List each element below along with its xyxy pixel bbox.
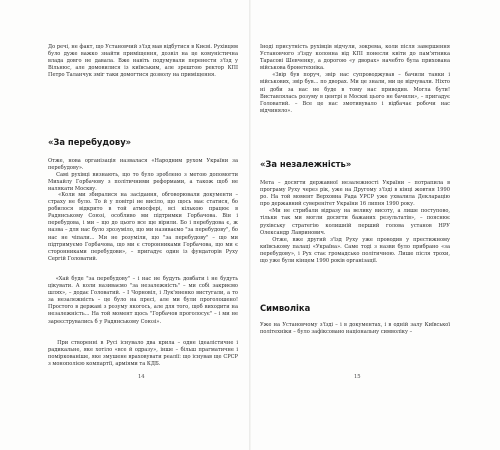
- heading-symvolika: Символіка: [260, 303, 311, 313]
- left-paragraph-3: При створенні в Русі існувало два крила – одне ідеалістичне і радикальне, яке хотіло «все й одразу», інше – більш прагматичне і поміркованіше, яке змушене враховувати реалії: що існував ще СРСР з монополією компартії, арміями та КДБ.: [48, 340, 240, 368]
- right-paragraph-2: Мета – досягти державної незалежності України – потрапила в програму Руху через рік, уже на Другому з'їзді в кінці жовтня 1990 ро. На той момент Верховна Рада УРСР уже ухвалила Декларацію про державний суверенітет України 16 липня 1990 року. «Ми не стрибали відразу на велику висоту, а лише поступово, тільки так ми могли досягти бажаних результатів», – пояснює рухівську стратегію колишній перший голова установ НРУ Олександр Лавринович. Отже, вже другий з'їзд Руху уже проводив у престижному київському палаці «Україна». Саме тоді з назви було прибрано «за перебудову», і Рух стає громадсько політичною. Лише після трохи, що уже були кінцем 1990 років організації.: [260, 180, 451, 265]
- right-paragraph-3: Уже на Установчому з'їзді – і в документах, і в одній залу Київської політехніки – було зафіксовано національну символіку –: [260, 322, 452, 336]
- left-paragraph-quote-2: «Хай буде "за перебудову" – і нас не будуть довбати і не будуть цікувати. А коли називаємо "за незалежність" – ми собі закриємо шлях», – додає Головатий. – І Чорновіл, і Лук'яненко вистугали, а то за незалежність – це було на пресі, але ми були проголошено! Простого в державі з розуму якогось, але для того, щоб виходити на незалежність... На той момент щось "Горбачов проголосує" – і ми не зареєструвались б у Радянському Союзі».: [48, 276, 240, 325]
- book-gutter: [249, 0, 251, 450]
- page-number-left: 14: [138, 374, 145, 380]
- left-page: [48, 0, 248, 450]
- heading-za-nezalezhnist: «За незалежність»: [260, 159, 352, 169]
- right-paragraph-1: Іноді присутність рухівців відчули, зокрема, коли після завершення Установчого з'їзду колонна від КПІ понесли квіти до пам'ятника Тарасові Шевченку, а дорогою «у дворах» начебто була прихована військова бронетехніка. «Звір був поруч, звір нас супроводжував – бачили танки і військових, звір був... по дворах. Ми це знали, ми це відчували. Ніхто ні доби за нас не буде в тому нас приводив. Могла бути! Виставлялась розуму в центрі в Москві цього не бачили», – пригадує Головатий. – Все це нас змотивувало і відбачає робочи нас відчиняло».: [260, 44, 451, 114]
- left-paragraph-1: До речі, не факт, що Установчий з'їзд мав відбутися в Києві. Рухівцям було дуже важко знайти приміщення, дозвіл на це комуністична влада довго не давала. Вже навіть подумували перенести з'їзд у Вільнюс, але домовилися із київським, але зрештою ректор КПІ Петро Таланчук зміг таки домогтися дозволу на приміщення.: [48, 44, 240, 79]
- heading-za-perebudovu: «За перебудову»: [48, 137, 132, 147]
- right-page: [260, 0, 460, 450]
- left-paragraph-quote-1: «Коли ми збиралися на засідання, обговорювали документи – страху не було. То й у повітрі не висіло, що щось має статися, бо робилося відкрито в той атмосфері, всі кількою працює в Радянському Союзі, особливо ми підтримки Горбачова. Він і перебудова, і ми – що до цього все ще вірили. Бо і перебудова є, ж назва – для нас було зрозуміло, що ми називаємо "за перебудову", бо нас не чіпали... Ми не розуміли, що "за перебудову" – що ми підтримуємо Горбачова, що ми є сторонниками Горбачова, що ми є сторонниками перебудови», – пригадує один із фундаторів Руху Сергій Головатий.: [48, 192, 240, 262]
- left-paragraph-2: Отже, нова організація назвалася «Народним рухом України за перебудову». Самі рухівці визнають, що то було зроблено з метою допомогти Михайлу Горбачову з політичними реформами, а також щоб не налякати Москву.: [48, 158, 238, 193]
- page-number-right: 15: [354, 374, 361, 380]
